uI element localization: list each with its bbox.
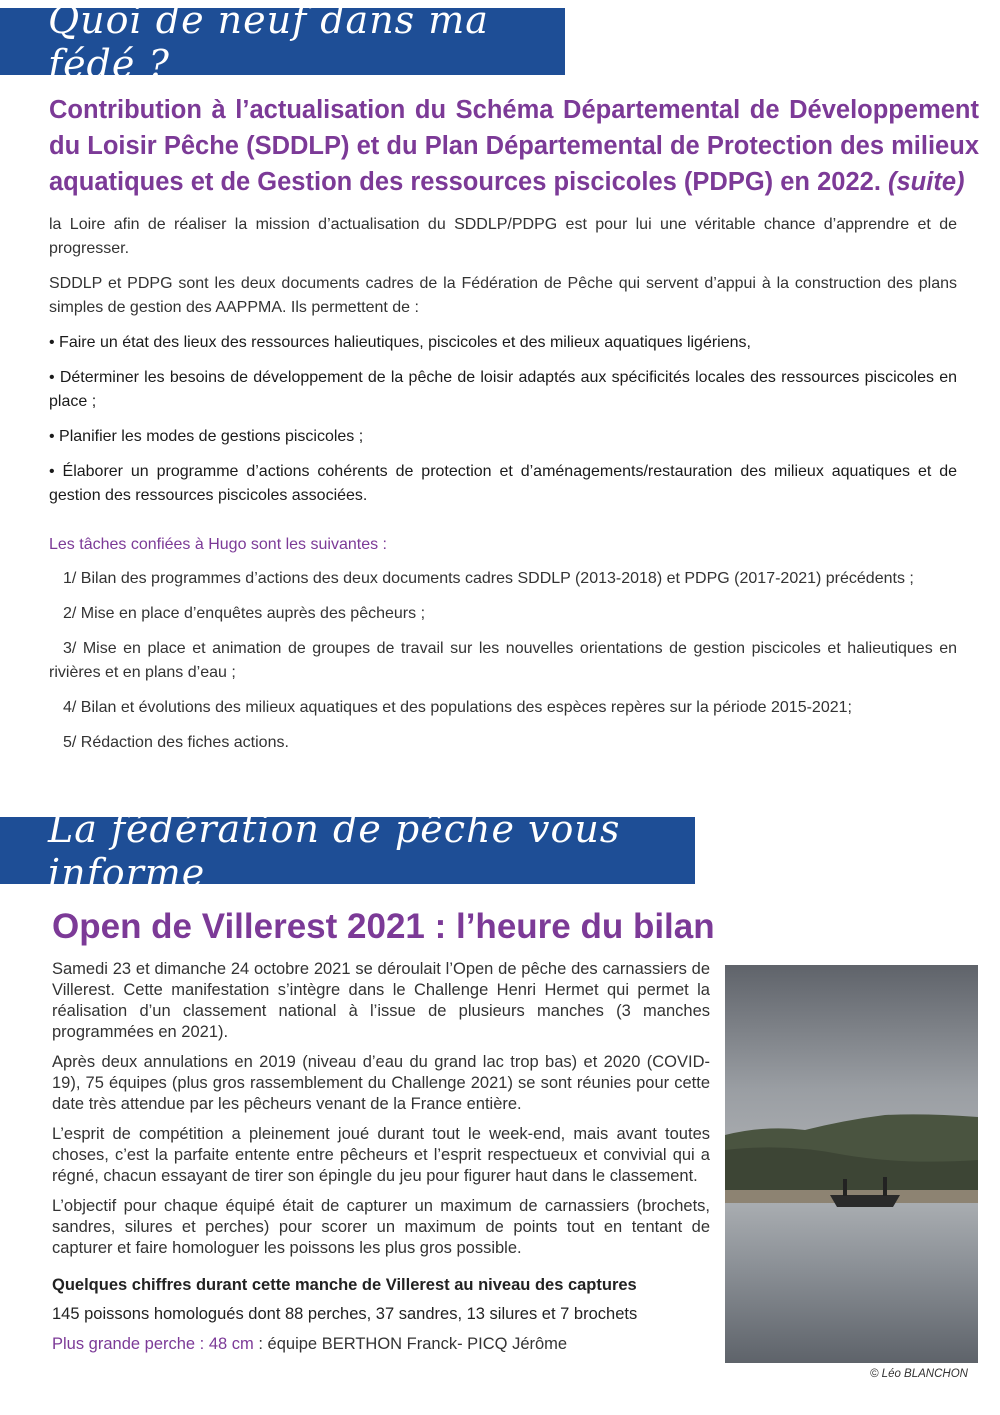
article-title-sddlp xyxy=(49,92,979,200)
figures-heading: Quelques chiffres durant cette manche de Villerest au niveau des captures xyxy=(52,1276,637,1294)
paragraph: la Loire afin de réaliser la mission d’actualisation du SDDLP/PDPG est pour lui une véritable chance d’apprendre et de progresser. xyxy=(49,216,957,257)
article-title-text: Contribution à l’actualisation du Schéma Départemental de Développement du Loisir Pêche (SDDLP) et du Plan Départemental de Protection des milieux aquatiques et de Gestion des ressources piscicoles (PDPG) en 2022. xyxy=(49,96,979,196)
banner-title: La fédération de pêche vous informe xyxy=(48,806,621,895)
paragraph: L’esprit de compétition a pleinement joué durant tout le week-end, mais avant toutes choses, c’est la parfaite entente entre pêcheurs et l’esprit respectueux et convivial qui a régné, chacun essayant de tirer son épingle du jeu pour figurer haut dans le classement. xyxy=(52,1125,710,1185)
bullet-item: • Élaborer un programme d’actions cohérents de protection et d’aménagements/restauration des milieux aquatiques et de gestion des ressources piscicoles associées. xyxy=(49,463,957,504)
tasks-heading: Les tâches confiées à Hugo sont les suivantes : xyxy=(49,536,387,553)
article-body-open-villerest xyxy=(52,959,710,1355)
article-body-sddlp xyxy=(49,213,957,766)
paragraph: L’objectif pour chaque équipé était de capturer un maximum de carnassiers (brochets, sandres, silures et perches) pour scorer un maximum de points tout en tentant de capturer et faire homologuer les poissons les plus gros possible. xyxy=(52,1197,710,1257)
article-title-suite: (suite) xyxy=(888,168,965,196)
task-item: 1/ Bilan des programmes d’actions des deux documents cadres SDDLP (2013-2018) et PDPG (2017-2021) précédents ; xyxy=(63,570,914,587)
paragraph: Après deux annulations en 2019 (niveau d’eau du grand lac trop bas) et 2020 (COVID-19), 75 équipes (plus gros rassemblement du Challenge 2021) se sont réunies pour cette date très attendue par les pêcheurs venant de la France entière. xyxy=(52,1053,710,1113)
record-value: 48 cm xyxy=(208,1335,254,1353)
section-banner-quoi-de-neuf xyxy=(0,0,565,86)
task-item: 4/ Bilan et évolutions des milieux aquatiques et des populations des espèces repères sur la période 2015-2021; xyxy=(63,699,852,716)
task-item: 3/ Mise en place et animation de groupes de travail sur les nouvelles orientations de gestion piscicoles et halieutiques en rivières et en plans d’eau ; xyxy=(49,640,957,681)
section-banner-federation-informe xyxy=(0,806,695,895)
task-item: 2/ Mise en place d’enquêtes auprès des pêcheurs ; xyxy=(63,605,426,622)
bullet-item: • Planifier les modes de gestions piscicoles ; xyxy=(49,428,364,445)
record-label: Plus grande perche : xyxy=(52,1335,205,1353)
photo-credit: © Léo BLANCHON xyxy=(870,1368,968,1380)
bullet-item: • Faire un état des lieux des ressources halieutiques, piscicoles et des milieux aquatiques ligériens, xyxy=(49,334,751,351)
lake-photo xyxy=(725,965,978,1363)
task-item: 5/ Rédaction des fiches actions. xyxy=(63,734,289,751)
record-team: : équipe BERTHON Franck- PICQ Jérôme xyxy=(258,1335,568,1353)
paragraph: SDDLP et PDPG sont les deux documents cadres de la Fédération de Pêche qui servent d’appui à la construction des plans simples de gestion des AAPPMA. Ils permettent de : xyxy=(49,275,957,316)
paragraph: Samedi 23 et dimanche 24 octobre 2021 se déroulait l’Open de pêche des carnassiers de Villerest. Cette manifestation s’intègre dans le Challenge Henri Hermet qui permet la réalisation d’un classement national à l’issue de plusieurs manches (3 manches programmées en 2021). xyxy=(52,960,710,1041)
bullet-item: • Déterminer les besoins de développement de la pêche de loisir adaptés aux spécificités locales des ressources piscicoles en place ; xyxy=(49,369,957,410)
article-title-open-villerest: Open de Villerest 2021 : l’heure du bilan xyxy=(52,907,715,946)
record-line xyxy=(52,1334,710,1355)
figures-summary: 145 poissons homologués dont 88 perches, 37 sandres, 13 silures et 7 brochets xyxy=(52,1305,638,1323)
banner-title: Quoi de neuf dans ma fédé ? xyxy=(48,0,489,86)
lake-photo-illustration xyxy=(725,965,978,1363)
